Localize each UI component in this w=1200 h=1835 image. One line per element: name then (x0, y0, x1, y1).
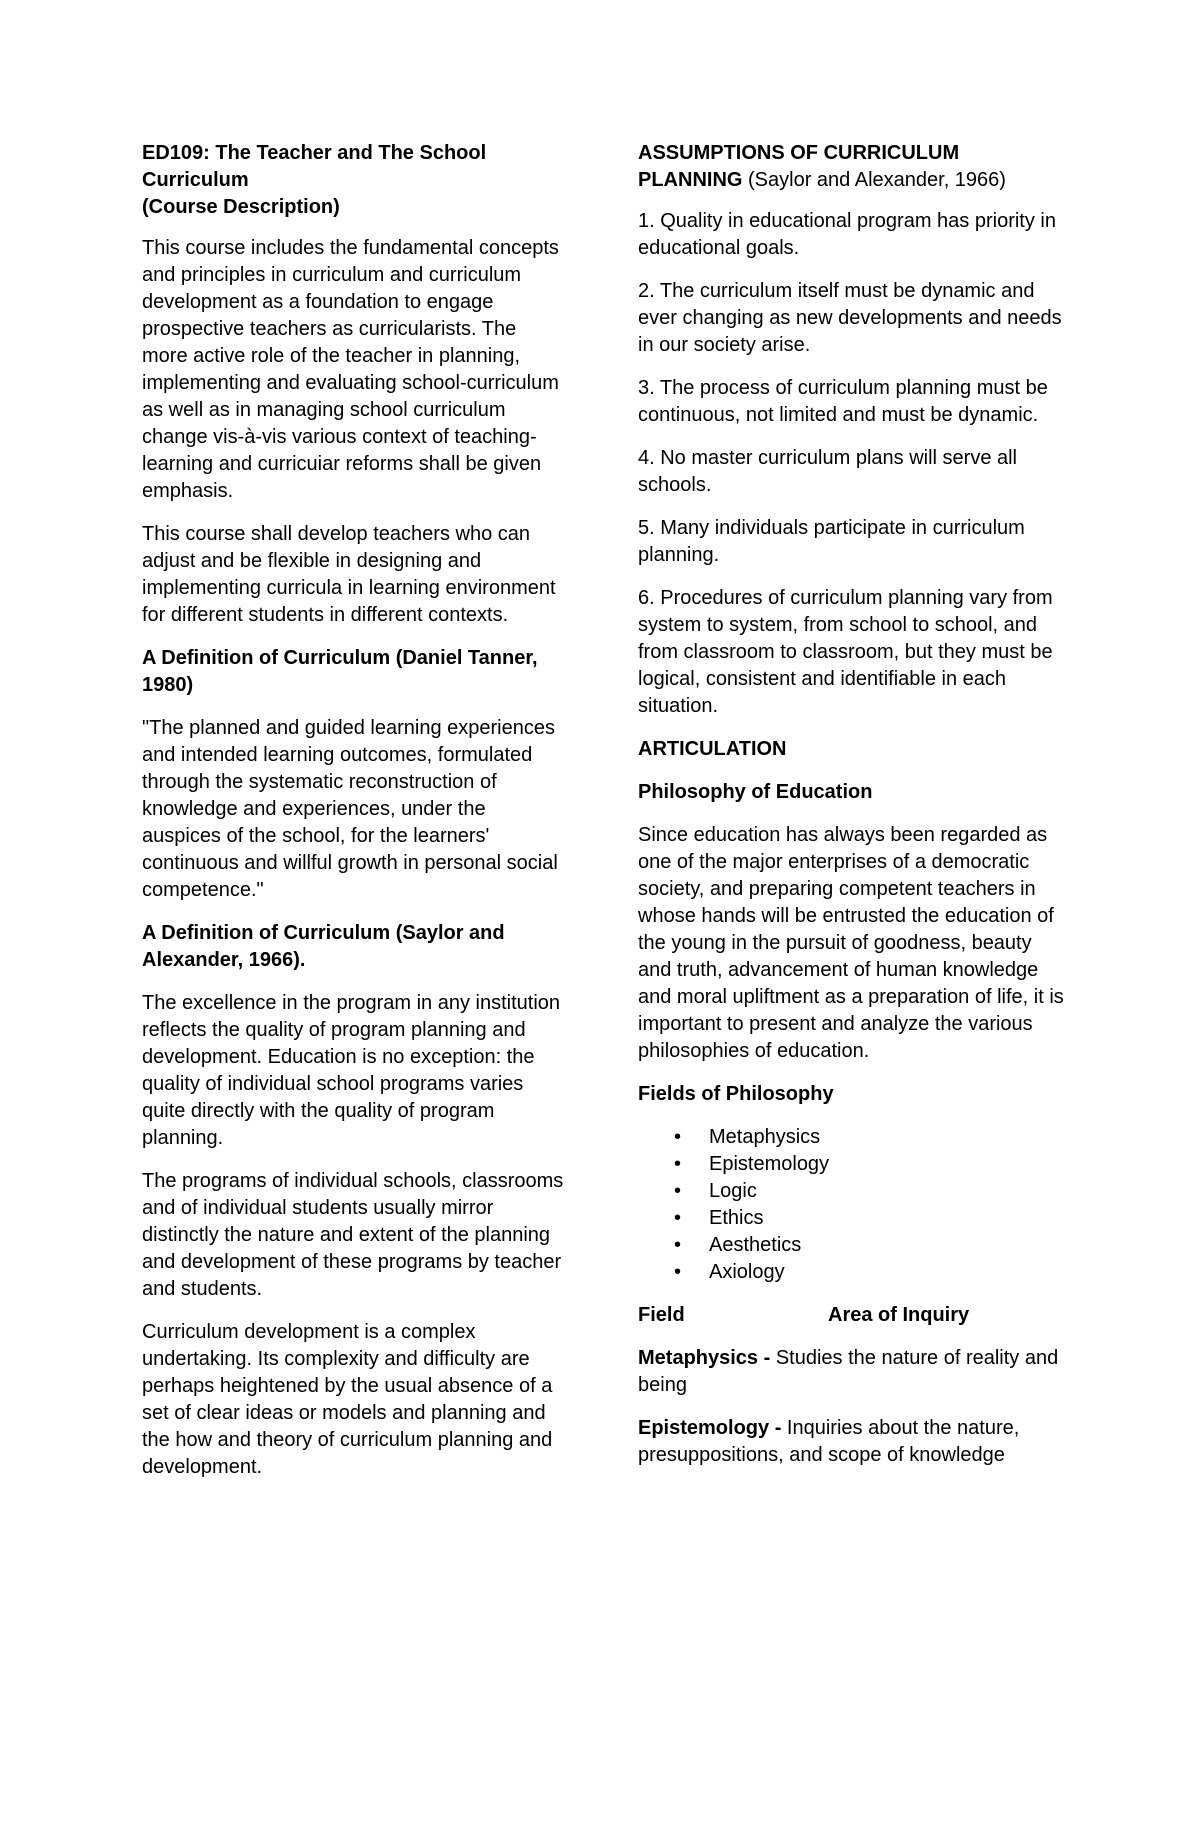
philosophy-text: Since education has always been regarded as one of the major enterprises of a democratic society, and preparing competent teachers in whose hands will be entrusted the education of the young in the pursuit of goodness, beauty and truth, advancement of human knowledge and moral upliftment as a preparation of life, it is important to present and analyze the various philosophies of education. (638, 824, 1064, 1062)
tanner-definition-heading: A Definition of Curriculum (Daniel Tanner, 1980) (142, 647, 538, 696)
course-description-paragraph-2: This course shall develop teachers who can adjust and be flexible in designing and implementing curricula in learning environment for different students in different contexts. (142, 523, 556, 626)
assumptions-heading (638, 140, 1068, 194)
metaphysics-row (638, 1345, 1068, 1399)
saylor-definition-paragraph-2: The programs of individual schools, classrooms and of individual students usually mirror distinctly the nature and extent of the planning and development of these programs by teacher and students. (142, 1170, 564, 1300)
list-item: • Aesthetics (638, 1232, 1068, 1259)
fields-heading: Fields of Philosophy (638, 1083, 834, 1105)
articulation-heading: ARTICULATION (638, 738, 787, 760)
area-of-inquiry-column-header: Area of Inquiry (828, 1304, 970, 1326)
assumptions-heading-bold-1: ASSUMPTIONS OF CURRICULUM (638, 142, 960, 164)
list-item: • Ethics (638, 1205, 1068, 1232)
assumption-item-6: 6. Procedures of curriculum planning vary from system to system, from school to school, and from classroom to classroom, but they must be logical, consistent and identifiable in each situation. (638, 587, 1053, 717)
epistemology-row (638, 1415, 1068, 1469)
course-description-paragraph-1: This course includes the fundamental concepts and principles in curriculum and curriculum development as a foundation to engage prospective teachers as curricularists. The more active role of the teacher in planning, implementing and evaluating school-curriculum as well as in managing school curriculum change vis-à-vis various context of teaching-learning and curricuiar reforms shall be given emphasis. (142, 237, 559, 502)
epistemology-definition: Inquiries about the nature, presuppositions, and scope of knowledge (638, 1417, 1020, 1466)
philosophy-heading: Philosophy of Education (638, 781, 873, 803)
assumption-item-5: 5. Many individuals participate in curriculum planning. (638, 517, 1025, 566)
tanner-definition-text: "The planned and guided learning experiences and intended learning outcomes, formulated through the systematic reconstruction of knowledge and experiences, under the auspices of the school, for the learners' continuous and willful growth in personal social competence." (142, 717, 558, 901)
fields-list (638, 1124, 1068, 1286)
metaphysics-definition: Studies the nature of reality and being (638, 1347, 1059, 1396)
list-item: • Logic (638, 1178, 1068, 1205)
saylor-definition-heading: A Definition of Curriculum (Saylor and Alexander, 1966). (142, 922, 505, 971)
assumptions-heading-citation: (Saylor and Alexander, 1966) (742, 169, 1006, 191)
assumption-item-1: 1. Quality in educational program has priority in educational goals. (638, 210, 1056, 259)
list-item: • Epistemology (638, 1151, 1068, 1178)
assumption-item-4: 4. No master curriculum plans will serve all schools. (638, 447, 1018, 496)
course-title-line-3: (Course Description) (142, 196, 340, 218)
list-item: • Metaphysics (638, 1124, 1068, 1151)
course-title-line-1: ED109: The Teacher and The School (142, 142, 487, 164)
assumption-item-3: 3. The process of curriculum planning must be continuous, not limited and must be dynamic. (638, 377, 1048, 426)
assumptions-heading-bold-2: PLANNING (638, 169, 743, 191)
course-title-line-2: Curriculum (142, 169, 249, 191)
saylor-definition-paragraph-1: The excellence in the program in any institution reflects the quality of program planning and development. Education is no exception: the quality of individual school programs varies quite directly with the quality of program planning. (142, 992, 561, 1149)
assumption-item-2: 2. The curriculum itself must be dynamic and ever changing as new developments and needs in our society arise. (638, 280, 1062, 356)
field-table-header (638, 1302, 1068, 1329)
field-column-header: Field (638, 1304, 685, 1326)
saylor-definition-paragraph-3: Curriculum development is a complex undertaking. Its complexity and difficulty are perhaps heightened by the usual absence of a set of clear ideas or models and planning and the how and theory of curriculum planning and development. (142, 1321, 553, 1478)
list-item: • Axiology (638, 1259, 1068, 1286)
course-title (142, 140, 567, 221)
epistemology-term: Epistemology - (638, 1417, 782, 1439)
metaphysics-term: Metaphysics - (638, 1347, 771, 1369)
right-column (638, 140, 1068, 1485)
left-column (142, 140, 567, 1497)
